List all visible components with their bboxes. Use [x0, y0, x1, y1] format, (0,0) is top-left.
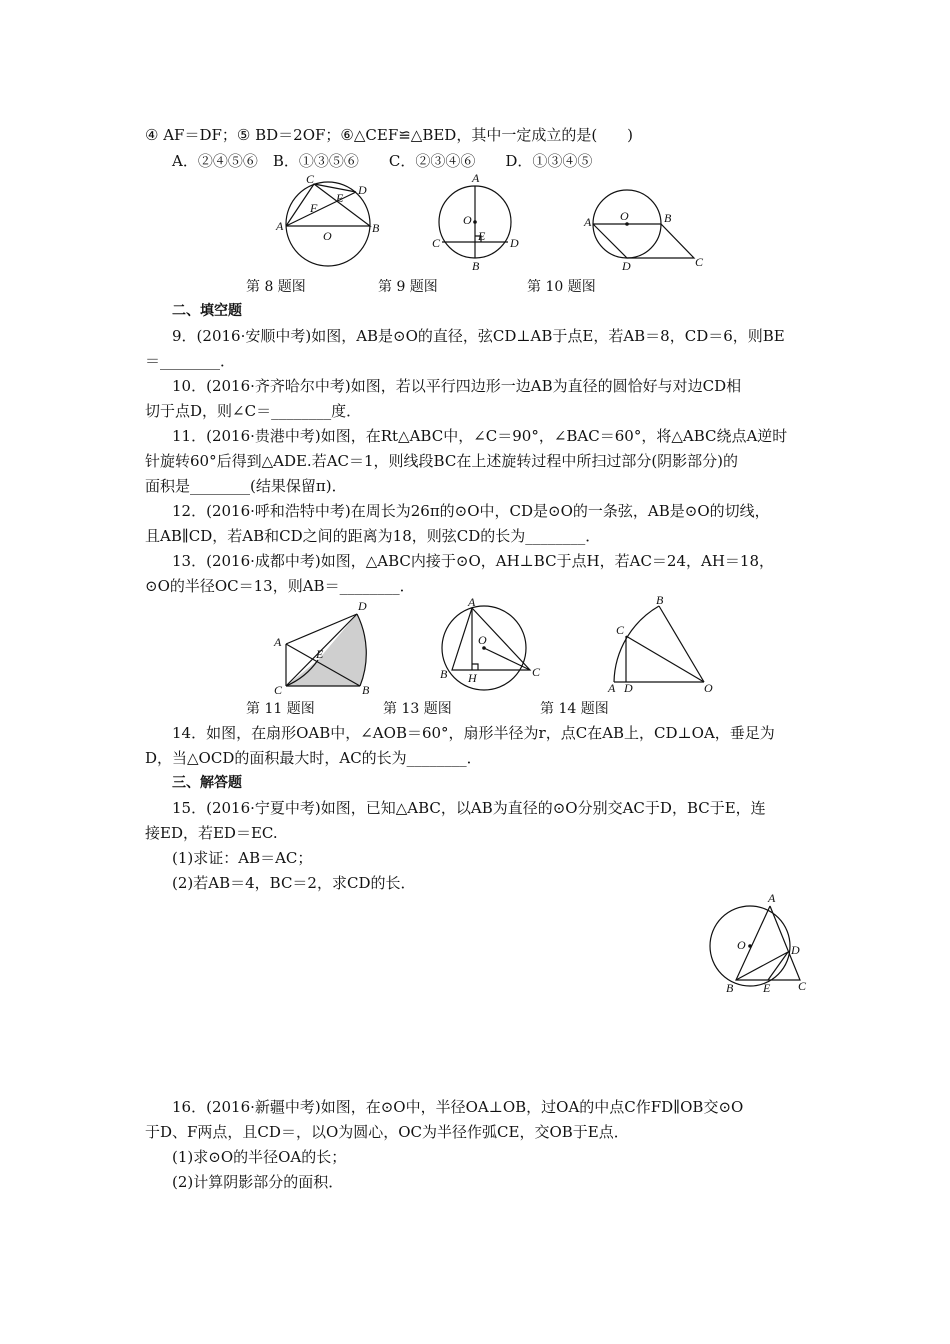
- fig15-label-e: E: [763, 981, 771, 995]
- fig13-label-b: B: [440, 667, 448, 681]
- caption-fig10: 第 10 题图: [527, 279, 596, 295]
- q16-line1: 16．(2016·新疆中考)如图，在⊙O中，半径OA⊥OB，过OA的中点C作FD∥OB交⊙O: [172, 1098, 744, 1116]
- fig15-label-b: B: [726, 981, 734, 995]
- q12-line2: 且AB∥CD，若AB和CD之间的距离为18，则弦CD的长为________．: [145, 527, 601, 545]
- fig8-label-c: C: [306, 172, 315, 186]
- fig10-label-d: D: [622, 259, 631, 273]
- q15-line2: 接ED，若ED＝EC.: [145, 824, 278, 842]
- fig9-label-a: A: [472, 171, 480, 185]
- fig15-label-o: O: [737, 938, 746, 952]
- fig9-label-c: C: [432, 236, 441, 250]
- fig14-label-d: D: [624, 681, 633, 695]
- figure-q13: [436, 596, 546, 696]
- caption-fig13: 第 13 题图: [383, 701, 452, 717]
- line-q8-statements: ④ AF＝DF；⑤ BD＝2OF；⑥△CEF≌△BED，其中一定成立的是( ): [145, 126, 634, 144]
- fig15-label-d: D: [791, 943, 800, 957]
- fig10-label-c: C: [695, 255, 704, 269]
- fig14-label-c: C: [616, 623, 625, 637]
- section-fill-in: 二、填空题: [172, 303, 242, 319]
- q11-line1: 11．(2016·贵港中考)如图，在Rt△ABC中，∠C＝90°，∠BAC＝60°，将△ABC绕点A逆时: [172, 427, 788, 445]
- fig15-center-dot: [748, 944, 752, 948]
- fig14-segment-co: [626, 636, 704, 682]
- fig13-label-h: H: [468, 671, 477, 685]
- q15-part1: (1)求证：AB＝AC；: [172, 849, 313, 867]
- fig13-radius-oc: [484, 648, 530, 670]
- caption-fig8: 第 8 题图: [246, 279, 306, 295]
- figure-q14: [604, 593, 719, 696]
- fig14-label-o: O: [704, 681, 713, 695]
- q12-line1: 12．(2016·呼和浩特中考)在周长为26π的⊙O中，CD是⊙O的一条弦，AB是⊙O的切线，: [172, 502, 770, 520]
- q10-line1: 10．(2016·齐齐哈尔中考)如图，若以平行四边形一边AB为直径的圆恰好与对边CD相: [172, 377, 742, 395]
- figure-q15: [700, 890, 815, 995]
- q9-line1: 9．(2016·安顺中考)如图，AB是⊙O的直径，弦CD⊥AB于点E，若AB＝8，CD＝6，则BE: [172, 327, 785, 345]
- fig9-label-o: O: [463, 213, 472, 227]
- caption-fig9: 第 9 题图: [378, 279, 438, 295]
- fig10-label-o: O: [620, 209, 629, 223]
- fig15-label-a: A: [768, 891, 776, 905]
- fig8-label-e: E: [336, 191, 344, 205]
- fig11-label-a: A: [274, 635, 282, 649]
- fig8-label-a: A: [276, 219, 284, 233]
- q16-part1: (1)求⊙O的半径OA的长；: [172, 1148, 347, 1166]
- figure-q11: [270, 596, 385, 701]
- q14-line2: D，当△OCD的面积最大时，AC的长为________．: [145, 749, 482, 767]
- fig13-right-angle: [472, 664, 478, 670]
- q13-line2: ⊙O的半径OC＝13，则AB＝________．: [145, 577, 415, 595]
- q10-line2: 切于点D，则∠C＝________度．: [145, 402, 362, 420]
- fig8-label-b: B: [372, 221, 380, 235]
- fig11-shaded-region: [286, 614, 366, 686]
- fig8-label-f: F: [310, 201, 318, 215]
- fig14-radius-ob: [659, 606, 704, 682]
- fig10-label-a: A: [584, 215, 592, 229]
- section-solve: 三、解答题: [172, 775, 242, 791]
- fig9-label-b: B: [472, 259, 480, 273]
- fig14-label-b: B: [656, 593, 664, 607]
- fig15-label-c: C: [798, 979, 807, 993]
- q16-part2: (2)计算阴影部分的面积．: [172, 1173, 344, 1191]
- fig8-label-d: D: [358, 183, 367, 197]
- fig13-label-a: A: [468, 595, 476, 609]
- line-q8-options: A．②④⑤⑥ B．①③⑤⑥ C．②③④⑥ D．①③④⑤: [172, 152, 593, 170]
- q13-line1: 13．(2016·成都中考)如图，△ABC内接于⊙O，AH⊥BC于点H，若AC＝24，AH＝18，: [172, 552, 775, 570]
- fig14-arc-ab: [614, 606, 659, 682]
- fig11-label-e: E: [316, 647, 324, 661]
- fig13-label-c: C: [532, 665, 541, 679]
- fig8-label-o: O: [323, 229, 332, 243]
- q11-line3: 面积是________(结果保留π)．: [145, 477, 347, 495]
- q11-line2: 针旋转60°后得到△ADE.若AC＝1，则线段BC在上述旋转过程中所扫过部分(阴影部分)的: [145, 452, 739, 470]
- fig9-center-dot: [473, 220, 477, 224]
- fig11-label-d: D: [358, 599, 367, 613]
- caption-fig14: 第 14 题图: [540, 701, 609, 717]
- q15-line1: 15．(2016·宁夏中考)如图，已知△ABC，以AB为直径的⊙O分别交AC于D，BC于E，连: [172, 799, 766, 817]
- fig11-label-c: C: [274, 683, 283, 697]
- q15-part2: (2)若AB＝4，BC＝2，求CD的长．: [172, 874, 416, 892]
- q9-line2: ＝________．: [145, 352, 236, 370]
- q16-line2: 于D、F两点，且CD＝，以O为圆心，OC为半径作弧CE，交OB于E点．: [145, 1123, 629, 1141]
- fig13-triangle: [452, 608, 530, 670]
- fig9-label-e: E: [478, 229, 486, 243]
- caption-fig11: 第 11 题图: [246, 701, 315, 717]
- figure-q9: [430, 170, 520, 275]
- fig13-label-o: O: [478, 633, 487, 647]
- fig11-label-b: B: [362, 683, 370, 697]
- figure-q10: [582, 176, 712, 271]
- fig15-segments-bd-de: [736, 952, 788, 980]
- figure-q8: [278, 172, 388, 272]
- fig10-label-b: B: [664, 211, 672, 225]
- fig14-label-a: A: [608, 681, 616, 695]
- fig9-label-d: D: [510, 236, 519, 250]
- q14-line1: 14．如图，在扇形OAB中，∠AOB＝60°，扇形半径为r，点C在AB上，CD⊥OA，垂足为: [172, 724, 775, 742]
